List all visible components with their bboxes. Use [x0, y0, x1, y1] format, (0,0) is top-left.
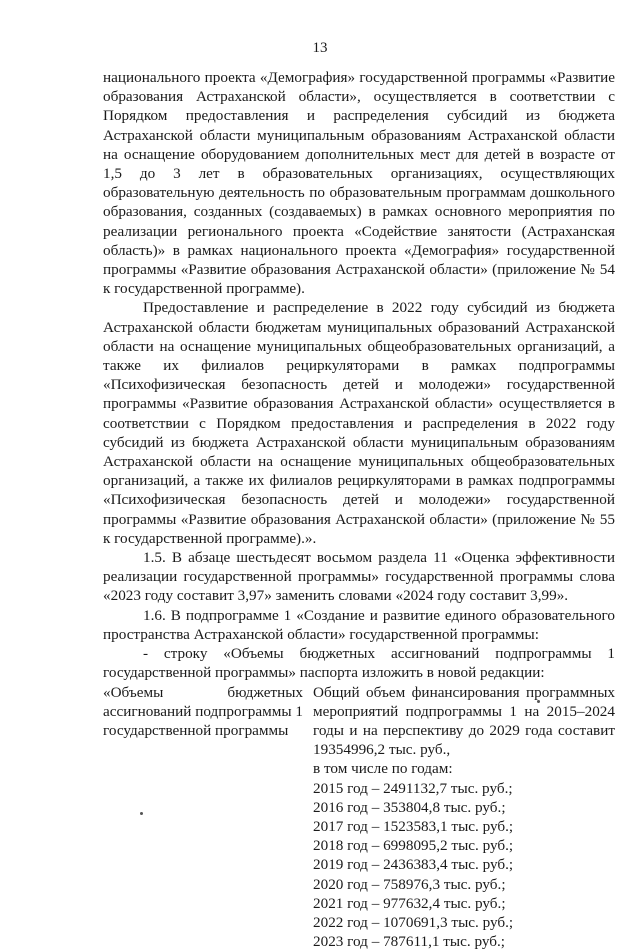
financing-year-item: 2017 год – 1523583,1 тыс. руб.; [313, 817, 615, 836]
financing-by-year-label: в том числе по годам: [313, 759, 615, 778]
financing-year-item: 2022 год – 1070691,3 тыс. руб.; [313, 913, 615, 932]
financing-total: Общий объем финансирования программных мероприятий подпрограммы 1 на 2015–2024 годы и на перспективу до 2029 года составит 19354996,2 тыс. руб., [313, 683, 615, 760]
financing-year-list [313, 779, 615, 951]
financing-year-item: 2016 год – 353804,8 тыс. руб.; [313, 798, 615, 817]
passport-row-value [313, 683, 615, 951]
passport-row-label: «Объемы бюджетных ассигнований подпрограммы 1 государственной программы [103, 683, 303, 951]
paragraph-1-6: 1.6. В подпрограмме 1 «Создание и развитие единого образовательного пространства Астраханской области» государственной программы: [103, 606, 615, 644]
financing-year-item: 2018 год – 6998095,2 тыс. руб.; [313, 836, 615, 855]
passport-table [103, 683, 615, 951]
paragraph-line-replacement: - строку «Объемы бюджетных ассигнований подпрограммы 1 государственной программы» паспорта изложить в новой редакции: [103, 644, 615, 682]
document-body [103, 68, 615, 951]
financing-year-item: 2023 год – 787611,1 тыс. руб.; [313, 932, 615, 951]
financing-year-item: 2015 год – 2491132,7 тыс. руб.; [313, 779, 615, 798]
scan-speck [537, 700, 540, 703]
paragraph-continuation: национального проекта «Демография» государственной программы «Развитие образования Астраханской области», осуществляется в соответствии с Порядком предоставления и распределения субсидий из бюджета Астраханской области муниципальным образованиям Астраханской области на оснащение оборудованием дополнительных мест для детей в возрасте от 1,5 до 3 лет в образовательных организациях, осуществляющих образовательную деятельность по образовательным программам дошкольного образования, созданных (создаваемых) в рамках основного мероприятия по реализации регионального проекта «Содействие занятости (Астраханская область)» в рамках национального проекта «Демография» государственной программы «Развитие образования Астраханской области» (приложение № 54 к государственной программе). [103, 68, 615, 298]
paragraph-1-5: 1.5. В абзаце шестьдесят восьмом раздела 11 «Оценка эффективности реализации государственной программы» государственной программы слова «2023 году составит 3,97» заменить словами «2024 году составит 3,99». [103, 548, 615, 606]
page-number: 13 [0, 40, 640, 57]
paragraph-subsidy-recirculators: Предоставление и распределение в 2022 году субсидий из бюджета Астраханской области бюджетам муниципальных образований Астраханской области на оснащение муниципальных общеобразовательных организаций, а также их филиалов рециркуляторами в рамках подпрограммы «Психофизическая безопасность детей и молодежи» государственной программы «Развитие образования Астраханской области» осуществляется в соответствии с Порядком предоставления и распределения в 2022 году субсидий из бюджета Астраханской области муниципальным образованиям Астраханской области на оснащение муниципальных общеобразовательных организаций, а также их филиалов рециркуляторами в рамках подпрограммы «Психофизическая безопасность детей и молодежи» государственной программы «Развитие образования Астраханской области» (приложение № 55 к государственной программе).». [103, 298, 615, 548]
financing-year-item: 2020 год – 758976,3 тыс. руб.; [313, 875, 615, 894]
financing-year-item: 2021 год – 977632,4 тыс. руб.; [313, 894, 615, 913]
scan-speck [140, 812, 143, 815]
financing-year-item: 2019 год – 2436383,4 тыс. руб.; [313, 855, 615, 874]
